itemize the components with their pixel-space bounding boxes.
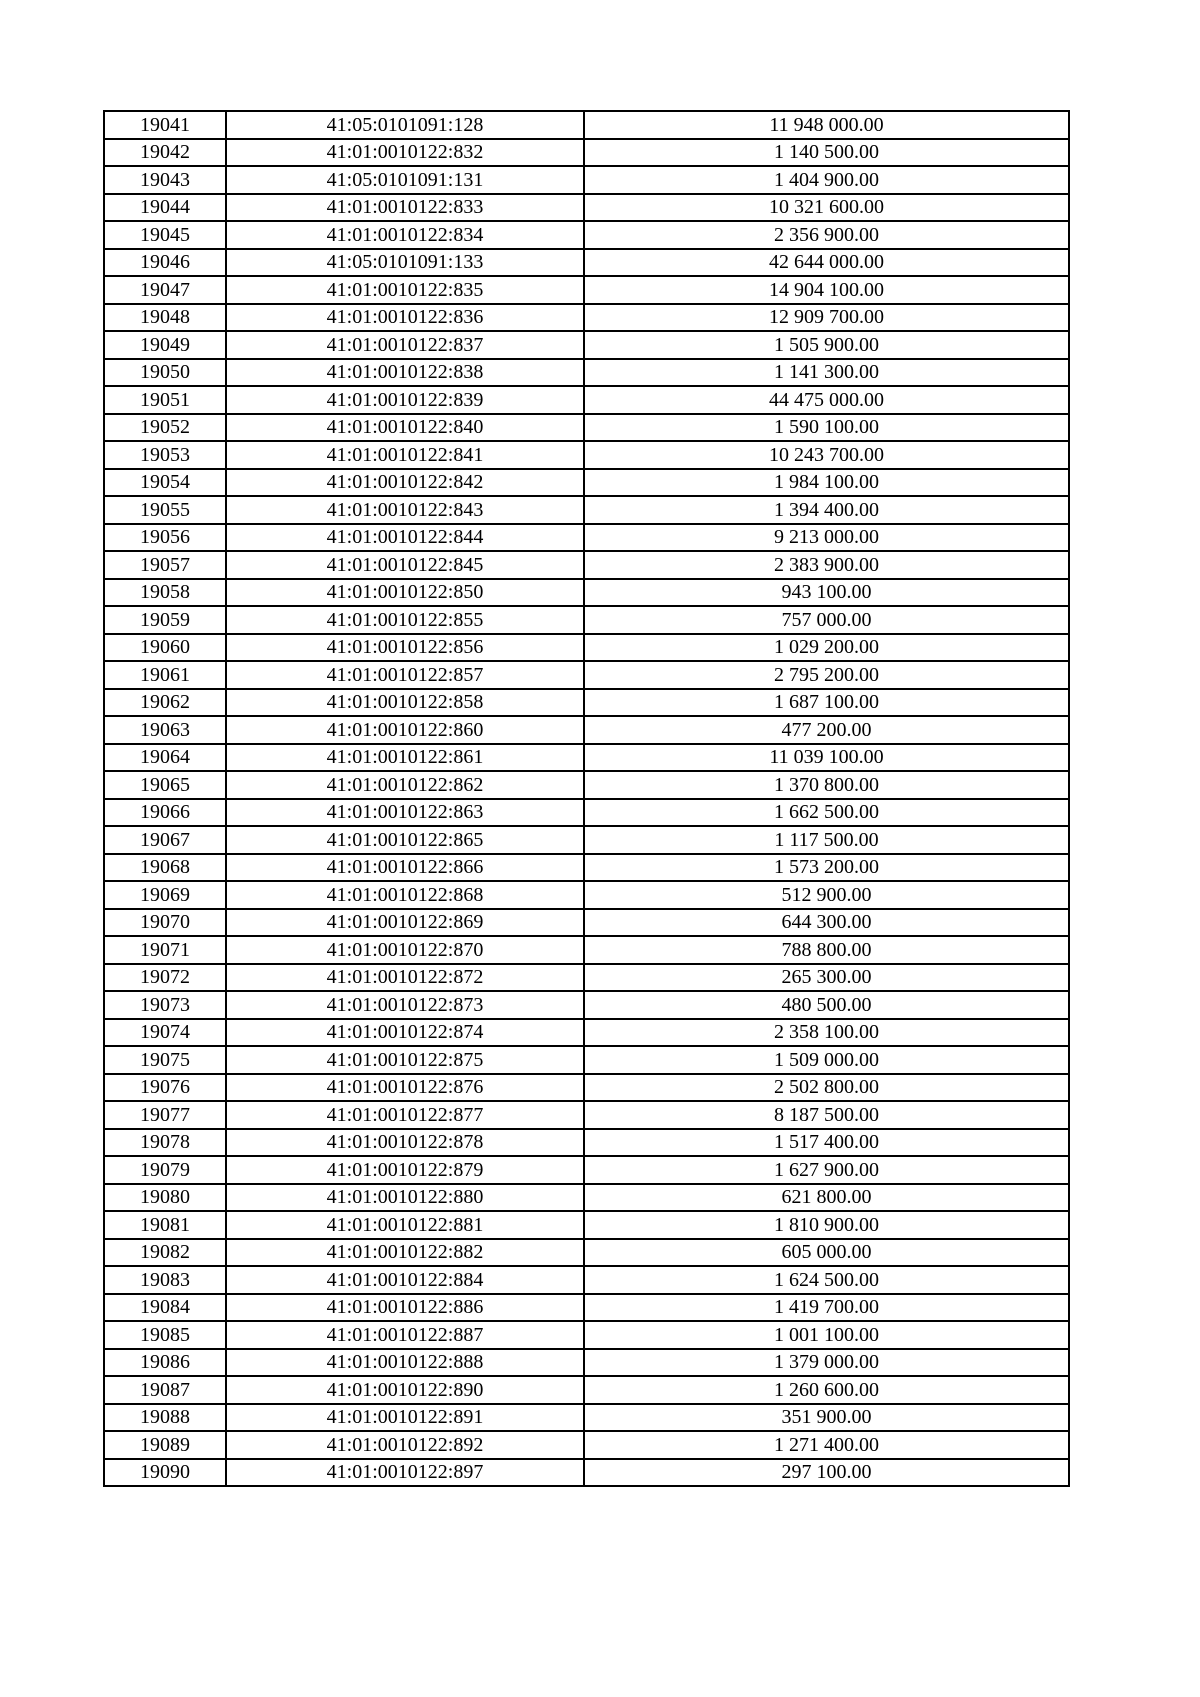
table-row [104, 744, 1069, 772]
cadastral-number-cell: 41:01:0010122:874 [226, 1019, 584, 1047]
table-row [104, 414, 1069, 442]
cadastral-number-cell: 41:01:0010122:837 [226, 331, 584, 359]
table-row [104, 441, 1069, 469]
cadastral-value-cell: 1 141 300.00 [584, 359, 1069, 387]
table-row [104, 1239, 1069, 1267]
cadastral-number-cell: 41:01:0010122:892 [226, 1431, 584, 1459]
cadastral-value-cell: 621 800.00 [584, 1184, 1069, 1212]
table-row [104, 139, 1069, 167]
cadastral-value-cell: 2 383 900.00 [584, 551, 1069, 579]
row-number-cell: 19056 [104, 524, 226, 552]
table-row [104, 1184, 1069, 1212]
cadastral-number-cell: 41:01:0010122:870 [226, 936, 584, 964]
row-number-cell: 19082 [104, 1239, 226, 1267]
row-number-cell: 19081 [104, 1211, 226, 1239]
row-number-cell: 19058 [104, 579, 226, 607]
cadastral-number-cell: 41:01:0010122:879 [226, 1156, 584, 1184]
cadastral-number-cell: 41:01:0010122:855 [226, 606, 584, 634]
cadastral-number-cell: 41:01:0010122:834 [226, 221, 584, 249]
row-number-cell: 19086 [104, 1349, 226, 1377]
row-number-cell: 19061 [104, 661, 226, 689]
cadastral-value-cell: 1 505 900.00 [584, 331, 1069, 359]
cadastral-value-table [103, 110, 1070, 1487]
row-number-cell: 19060 [104, 634, 226, 662]
table-row [104, 386, 1069, 414]
cadastral-value-cell: 2 358 100.00 [584, 1019, 1069, 1047]
cadastral-value-cell: 788 800.00 [584, 936, 1069, 964]
cadastral-value-cell: 480 500.00 [584, 991, 1069, 1019]
row-number-cell: 19055 [104, 496, 226, 524]
row-number-cell: 19067 [104, 826, 226, 854]
row-number-cell: 19072 [104, 964, 226, 992]
cadastral-number-cell: 41:01:0010122:840 [226, 414, 584, 442]
table-row [104, 826, 1069, 854]
cadastral-number-cell: 41:01:0010122:888 [226, 1349, 584, 1377]
cadastral-value-cell: 2 502 800.00 [584, 1074, 1069, 1102]
row-number-cell: 19042 [104, 139, 226, 167]
row-number-cell: 19041 [104, 111, 226, 139]
table-row [104, 579, 1069, 607]
cadastral-number-cell: 41:01:0010122:832 [226, 139, 584, 167]
row-number-cell: 19089 [104, 1431, 226, 1459]
row-number-cell: 19053 [104, 441, 226, 469]
table-row [104, 1156, 1069, 1184]
cadastral-number-cell: 41:05:0101091:128 [226, 111, 584, 139]
cadastral-value-cell: 10 243 700.00 [584, 441, 1069, 469]
cadastral-value-cell: 10 321 600.00 [584, 194, 1069, 222]
cadastral-value-cell: 1 419 700.00 [584, 1294, 1069, 1322]
cadastral-number-cell: 41:01:0010122:873 [226, 991, 584, 1019]
cadastral-number-cell: 41:01:0010122:891 [226, 1404, 584, 1432]
cadastral-number-cell: 41:01:0010122:881 [226, 1211, 584, 1239]
row-number-cell: 19045 [104, 221, 226, 249]
cadastral-number-cell: 41:01:0010122:860 [226, 716, 584, 744]
cadastral-number-cell: 41:01:0010122:842 [226, 469, 584, 497]
cadastral-number-cell: 41:01:0010122:877 [226, 1101, 584, 1129]
cadastral-number-cell: 41:01:0010122:878 [226, 1129, 584, 1157]
table-row [104, 1321, 1069, 1349]
row-number-cell: 19062 [104, 689, 226, 717]
table-row [104, 881, 1069, 909]
table-row [104, 331, 1069, 359]
cadastral-value-cell: 1 001 100.00 [584, 1321, 1069, 1349]
cadastral-value-cell: 1 624 500.00 [584, 1266, 1069, 1294]
cadastral-value-cell: 1 117 500.00 [584, 826, 1069, 854]
cadastral-value-cell: 512 900.00 [584, 881, 1069, 909]
cadastral-value-cell: 42 644 000.00 [584, 249, 1069, 277]
cadastral-number-cell: 41:01:0010122:886 [226, 1294, 584, 1322]
cadastral-value-cell: 44 475 000.00 [584, 386, 1069, 414]
row-number-cell: 19079 [104, 1156, 226, 1184]
cadastral-number-cell: 41:01:0010122:884 [226, 1266, 584, 1294]
row-number-cell: 19071 [104, 936, 226, 964]
cadastral-value-cell: 644 300.00 [584, 909, 1069, 937]
row-number-cell: 19080 [104, 1184, 226, 1212]
row-number-cell: 19063 [104, 716, 226, 744]
table-row [104, 304, 1069, 332]
table-row [104, 1019, 1069, 1047]
row-number-cell: 19054 [104, 469, 226, 497]
cadastral-number-cell: 41:01:0010122:845 [226, 551, 584, 579]
row-number-cell: 19077 [104, 1101, 226, 1129]
row-number-cell: 19085 [104, 1321, 226, 1349]
cadastral-number-cell: 41:01:0010122:862 [226, 771, 584, 799]
cadastral-number-cell: 41:01:0010122:843 [226, 496, 584, 524]
row-number-cell: 19070 [104, 909, 226, 937]
cadastral-number-cell: 41:01:0010122:858 [226, 689, 584, 717]
table-row [104, 276, 1069, 304]
cadastral-value-cell: 2 356 900.00 [584, 221, 1069, 249]
cadastral-value-cell: 297 100.00 [584, 1459, 1069, 1487]
row-number-cell: 19043 [104, 166, 226, 194]
cadastral-value-cell: 351 900.00 [584, 1404, 1069, 1432]
cadastral-value-cell: 757 000.00 [584, 606, 1069, 634]
cadastral-number-cell: 41:01:0010122:863 [226, 799, 584, 827]
row-number-cell: 19065 [104, 771, 226, 799]
row-number-cell: 19052 [104, 414, 226, 442]
cadastral-number-cell: 41:01:0010122:890 [226, 1376, 584, 1404]
cadastral-number-cell: 41:01:0010122:857 [226, 661, 584, 689]
table-row [104, 1074, 1069, 1102]
cadastral-value-cell: 8 187 500.00 [584, 1101, 1069, 1129]
row-number-cell: 19073 [104, 991, 226, 1019]
table-row [104, 524, 1069, 552]
table-row [104, 771, 1069, 799]
row-number-cell: 19074 [104, 1019, 226, 1047]
row-number-cell: 19078 [104, 1129, 226, 1157]
cadastral-value-cell: 1 662 500.00 [584, 799, 1069, 827]
cadastral-number-cell: 41:01:0010122:841 [226, 441, 584, 469]
table-row [104, 221, 1069, 249]
cadastral-value-cell: 1 029 200.00 [584, 634, 1069, 662]
cadastral-value-cell: 1 379 000.00 [584, 1349, 1069, 1377]
table-row [104, 634, 1069, 662]
row-number-cell: 19064 [104, 744, 226, 772]
table-row [104, 249, 1069, 277]
cadastral-value-cell: 1 271 400.00 [584, 1431, 1069, 1459]
table-row [104, 359, 1069, 387]
table-row [104, 1459, 1069, 1487]
row-number-cell: 19084 [104, 1294, 226, 1322]
row-number-cell: 19087 [104, 1376, 226, 1404]
cadastral-number-cell: 41:01:0010122:836 [226, 304, 584, 332]
row-number-cell: 19050 [104, 359, 226, 387]
cadastral-value-cell: 11 948 000.00 [584, 111, 1069, 139]
cadastral-value-cell: 1 627 900.00 [584, 1156, 1069, 1184]
cadastral-number-cell: 41:05:0101091:133 [226, 249, 584, 277]
table-row [104, 964, 1069, 992]
table-body [104, 111, 1069, 1486]
row-number-cell: 19076 [104, 1074, 226, 1102]
table-row [104, 194, 1069, 222]
table-row [104, 689, 1069, 717]
table-row [104, 661, 1069, 689]
cadastral-value-cell: 1 404 900.00 [584, 166, 1069, 194]
table-row [104, 1376, 1069, 1404]
table-row [104, 469, 1069, 497]
cadastral-value-cell: 943 100.00 [584, 579, 1069, 607]
cadastral-number-cell: 41:01:0010122:868 [226, 881, 584, 909]
table-row [104, 799, 1069, 827]
cadastral-number-cell: 41:01:0010122:856 [226, 634, 584, 662]
cadastral-value-cell: 9 213 000.00 [584, 524, 1069, 552]
table-row [104, 716, 1069, 744]
row-number-cell: 19068 [104, 854, 226, 882]
cadastral-value-cell: 1 590 100.00 [584, 414, 1069, 442]
table-row [104, 1266, 1069, 1294]
table-row [104, 1404, 1069, 1432]
cadastral-number-cell: 41:01:0010122:861 [226, 744, 584, 772]
cadastral-value-cell: 1 140 500.00 [584, 139, 1069, 167]
table-row [104, 1129, 1069, 1157]
table-row [104, 111, 1069, 139]
cadastral-number-cell: 41:01:0010122:897 [226, 1459, 584, 1487]
cadastral-value-cell: 12 909 700.00 [584, 304, 1069, 332]
row-number-cell: 19066 [104, 799, 226, 827]
row-number-cell: 19059 [104, 606, 226, 634]
cadastral-value-cell: 1 573 200.00 [584, 854, 1069, 882]
row-number-cell: 19046 [104, 249, 226, 277]
table-row [104, 1101, 1069, 1129]
table-row [104, 1431, 1069, 1459]
cadastral-value-cell: 1 370 800.00 [584, 771, 1069, 799]
table-row [104, 1046, 1069, 1074]
row-number-cell: 19057 [104, 551, 226, 579]
row-number-cell: 19049 [104, 331, 226, 359]
cadastral-number-cell: 41:01:0010122:844 [226, 524, 584, 552]
cadastral-value-cell: 1 509 000.00 [584, 1046, 1069, 1074]
row-number-cell: 19047 [104, 276, 226, 304]
cadastral-number-cell: 41:01:0010122:876 [226, 1074, 584, 1102]
cadastral-number-cell: 41:05:0101091:131 [226, 166, 584, 194]
cadastral-number-cell: 41:01:0010122:838 [226, 359, 584, 387]
table-row [104, 991, 1069, 1019]
cadastral-value-cell: 1 984 100.00 [584, 469, 1069, 497]
cadastral-number-cell: 41:01:0010122:872 [226, 964, 584, 992]
cadastral-value-cell: 1 517 400.00 [584, 1129, 1069, 1157]
table-row [104, 936, 1069, 964]
cadastral-value-cell: 1 687 100.00 [584, 689, 1069, 717]
table-row [104, 854, 1069, 882]
row-number-cell: 19088 [104, 1404, 226, 1432]
cadastral-number-cell: 41:01:0010122:882 [226, 1239, 584, 1267]
cadastral-number-cell: 41:01:0010122:875 [226, 1046, 584, 1074]
table-row [104, 1211, 1069, 1239]
cadastral-value-cell: 11 039 100.00 [584, 744, 1069, 772]
cadastral-value-cell: 2 795 200.00 [584, 661, 1069, 689]
cadastral-value-cell: 1 394 400.00 [584, 496, 1069, 524]
table-row [104, 1349, 1069, 1377]
cadastral-value-cell: 1 810 900.00 [584, 1211, 1069, 1239]
cadastral-value-cell: 477 200.00 [584, 716, 1069, 744]
table-row [104, 551, 1069, 579]
row-number-cell: 19075 [104, 1046, 226, 1074]
table-row [104, 909, 1069, 937]
cadastral-number-cell: 41:01:0010122:850 [226, 579, 584, 607]
cadastral-number-cell: 41:01:0010122:835 [226, 276, 584, 304]
row-number-cell: 19083 [104, 1266, 226, 1294]
cadastral-value-cell: 1 260 600.00 [584, 1376, 1069, 1404]
table-row [104, 1294, 1069, 1322]
cadastral-number-cell: 41:01:0010122:866 [226, 854, 584, 882]
cadastral-number-cell: 41:01:0010122:833 [226, 194, 584, 222]
row-number-cell: 19069 [104, 881, 226, 909]
table-row [104, 496, 1069, 524]
row-number-cell: 19090 [104, 1459, 226, 1487]
table-row [104, 606, 1069, 634]
cadastral-value-cell: 265 300.00 [584, 964, 1069, 992]
table-row [104, 166, 1069, 194]
cadastral-number-cell: 41:01:0010122:887 [226, 1321, 584, 1349]
cadastral-value-cell: 14 904 100.00 [584, 276, 1069, 304]
cadastral-number-cell: 41:01:0010122:869 [226, 909, 584, 937]
cadastral-number-cell: 41:01:0010122:880 [226, 1184, 584, 1212]
row-number-cell: 19044 [104, 194, 226, 222]
cadastral-number-cell: 41:01:0010122:839 [226, 386, 584, 414]
row-number-cell: 19048 [104, 304, 226, 332]
cadastral-value-cell: 605 000.00 [584, 1239, 1069, 1267]
row-number-cell: 19051 [104, 386, 226, 414]
cadastral-number-cell: 41:01:0010122:865 [226, 826, 584, 854]
